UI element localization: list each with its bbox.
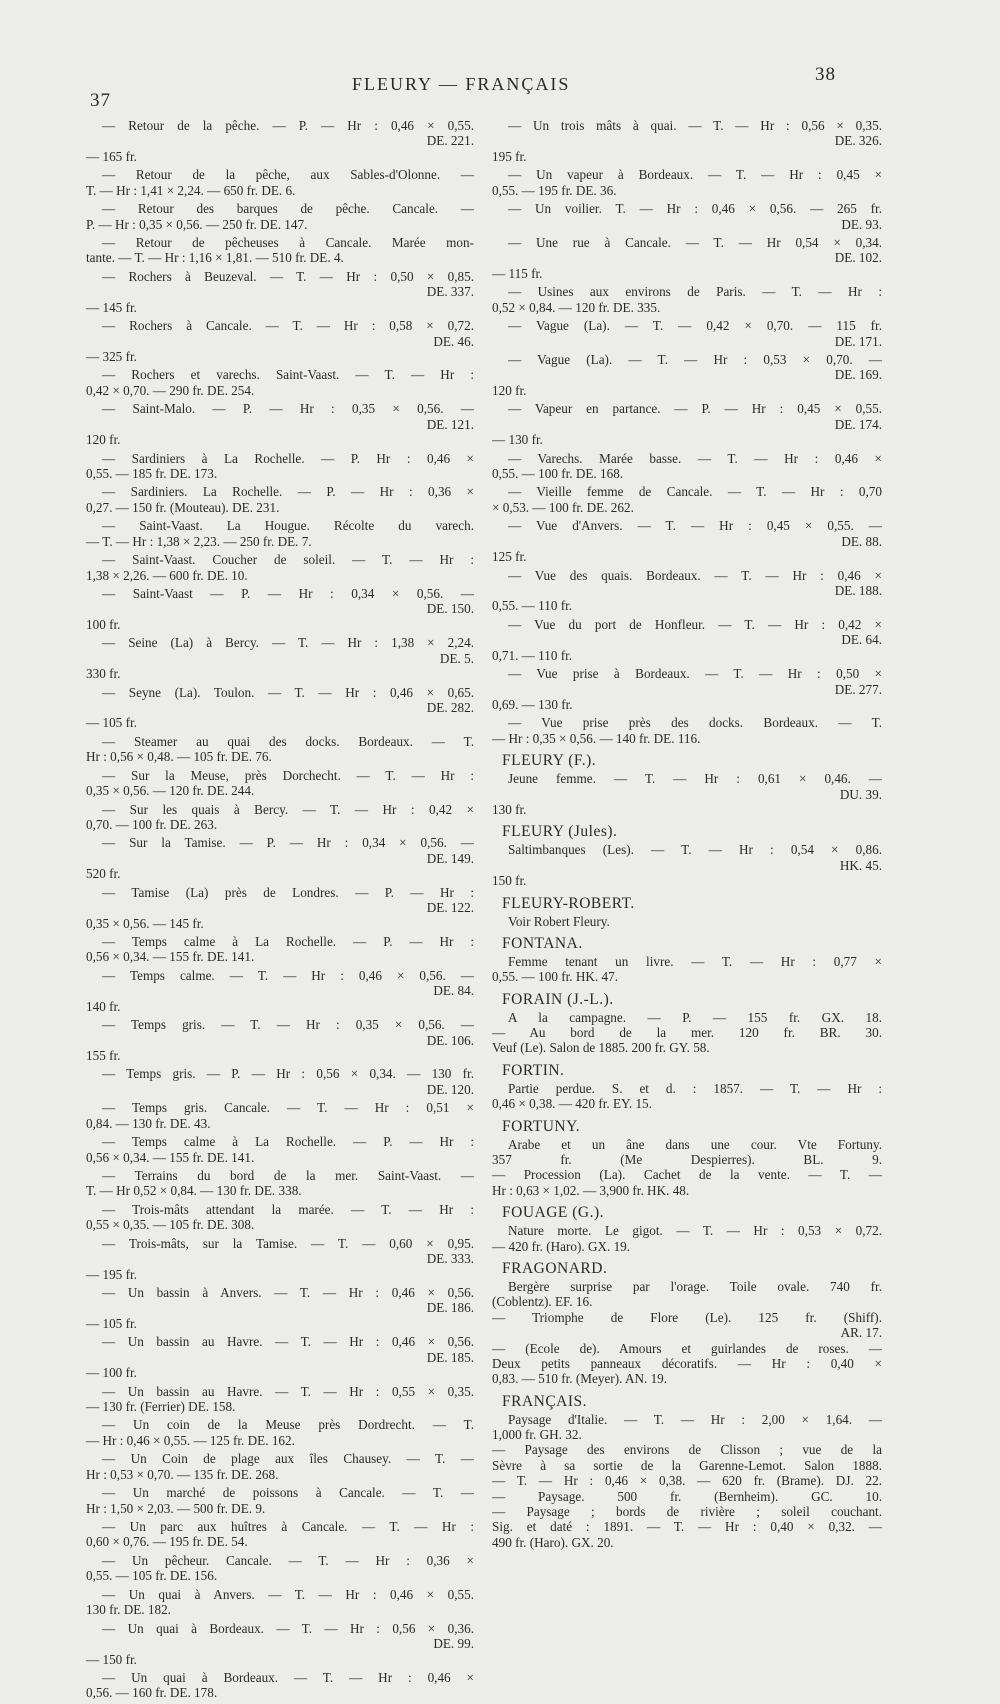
entry-line: 0,55. — 195 fr. DE. 36.: [492, 182, 617, 198]
entry-line: — Un quai à Anvers. — T. — Hr : 0,46 × 0,55.: [102, 1586, 474, 1602]
catalog-entry: [86, 1236, 474, 1282]
entry-line: DE. 121.: [426, 416, 474, 432]
entry-line: DU. 39.: [839, 786, 882, 802]
artist-heading: FRAGONARD.: [502, 1259, 608, 1277]
entry-line: — 145 fr.: [86, 299, 137, 315]
entry-line: Hr : 0,53 × 0,70. — 135 fr. DE. 268.: [86, 1466, 279, 1482]
entry-line: Voir Robert Fleury.: [508, 913, 610, 929]
entry-line: DE. 106.: [426, 1032, 474, 1048]
entry-line: Veuf (Le). Salon de 1885. 200 fr. GY. 58.: [492, 1040, 710, 1056]
entry-line: DE. 102.: [834, 250, 882, 266]
entry-line: — Retour de pêcheuses à Cancale. Marée mon-: [102, 235, 474, 251]
entry-line: DE. 150.: [426, 601, 474, 617]
catalog-entry: [492, 1137, 882, 1199]
entry-line: — Vue prise près des docks. Bordeaux. — T.: [508, 715, 882, 731]
entry-line: — 115 fr.: [492, 265, 543, 281]
entry-line: DE. 120.: [426, 1081, 474, 1097]
catalog-entry: [492, 568, 882, 614]
entry-line: 0,35 × 0,56. — 120 fr. DE. 244.: [86, 783, 255, 799]
entry-line: 520 fr.: [86, 866, 121, 882]
catalog-entry: [492, 666, 882, 712]
entry-line: — Procession (La). Cachet de la vente. — T. —: [492, 1167, 882, 1183]
catalog-entry: [86, 734, 474, 765]
entry-line: — Retour des barques de pêche. Cancale. —: [102, 201, 474, 217]
catalog-entry: [86, 1670, 474, 1701]
catalog-entry: [86, 1553, 474, 1584]
catalog-entry: [86, 1202, 474, 1233]
entry-line: 0,55. — 100 fr. HK. 47.: [492, 969, 619, 985]
catalog-entry: [492, 352, 882, 398]
catalog-entry: [86, 318, 474, 364]
catalog-entry: [86, 1621, 474, 1667]
entry-line: — Terrains du bord de la mer. Saint-Vaast. —: [102, 1168, 474, 1184]
catalog-entry: [492, 1081, 882, 1112]
catalog-entry: [86, 167, 474, 198]
artist-heading: FLEURY (Jules).: [502, 823, 618, 841]
entry-line: — Steamer au quai des docks. Bordeaux. — T.: [102, 733, 474, 749]
entry-line: — Seyne (La). Toulon. — T. — Hr : 0,46 × 0,65.: [102, 684, 474, 700]
catalog-entry: [86, 1587, 474, 1618]
entry-line: — Un quai à Bordeaux. — T. — Hr : 0,46 ×: [102, 1669, 474, 1685]
entry-line: — 130 fr.: [492, 432, 543, 448]
page-number-left: 37: [90, 90, 111, 111]
catalog-entry: [492, 1010, 882, 1056]
catalog-entry: [86, 835, 474, 881]
entry-line: — Sur la Tamise. — P. — Hr : 0,34 × 0,56. —: [102, 835, 474, 851]
entry-line: — Un vapeur à Bordeaux. — T. — Hr : 0,45 ×: [508, 167, 882, 183]
entry-line: — Un bassin au Havre. — T. — Hr : 0,55 × 0,35.: [102, 1383, 474, 1399]
entry-line: — T. — Hr : 1,38 × 2,23. — 250 fr. DE. 7.: [86, 533, 312, 549]
catalog-entry: [86, 1417, 474, 1448]
entry-line: Hr : 0,63 × 1,02. — 3,900 fr. HK. 48.: [492, 1182, 690, 1198]
entry-line: — Sardiniers. La Rochelle. — P. — Hr : 0,36 ×: [102, 484, 474, 500]
entry-line: DE. 99.: [433, 1636, 474, 1652]
entry-line: HK. 45.: [839, 857, 882, 873]
entry-line: DE. 333.: [426, 1251, 474, 1267]
entry-line: — Rochers et varechs. Saint-Vaast. — T. — Hr :: [102, 367, 474, 383]
entry-line: — Rochers à Beuzeval. — T. — Hr : 0,50 × 0,85.: [102, 268, 474, 284]
entry-line: — 150 fr.: [86, 1651, 137, 1667]
catalog-entry: [86, 1334, 474, 1380]
catalog-entry: [86, 1134, 474, 1165]
entry-line: Arabe et un âne dans une cour. Vte Fortuny.: [508, 1136, 882, 1152]
entry-line: — Vue prise à Bordeaux. — T. — Hr : 0,50 ×: [508, 666, 882, 682]
catalog-entry: [86, 1168, 474, 1199]
entry-line: — Vapeur en partance. — P. — Hr : 0,45 × 0,55.: [508, 401, 882, 417]
catalog-entry: [86, 235, 474, 266]
entry-line: — Saint-Vaast. La Hougue. Récolte du varech.: [102, 518, 474, 534]
entry-line: — 100 fr.: [86, 1365, 137, 1381]
entry-line: Femme tenant un livre. — T. — Hr : 0,77 ×: [508, 953, 882, 969]
catalog-entry: [86, 768, 474, 799]
catalog-entry: [86, 484, 474, 515]
entry-line: — Une rue à Cancale. — T. — Hr 0,54 × 0,34.: [508, 235, 882, 251]
left-column: [86, 118, 474, 1704]
entry-line: 150 fr.: [492, 873, 527, 889]
catalog-entry: [86, 451, 474, 482]
entry-line: — Vague (La). — T. — 0,42 × 0,70. — 115 fr.: [508, 318, 882, 334]
catalog-entry: [86, 1066, 474, 1097]
entry-line: — Paysage. 500 fr. (Bernheim). GC. 10.: [492, 1488, 882, 1504]
entry-line: — Rochers à Cancale. — T. — Hr : 0,58 × 0,72.: [102, 318, 474, 334]
catalog-entry: [492, 715, 882, 746]
entry-line: — Temps calme à La Rochelle. — P. — Hr :: [102, 934, 474, 950]
entry-line: — Vague (La). — T. — Hr : 0,53 × 0,70. —: [508, 352, 882, 368]
entry-line: 0,55. — 100 fr. DE. 168.: [492, 465, 624, 481]
entry-line: Sèvre à sa sortie de la Garenne-Lemot. Salon 1888.: [492, 1457, 882, 1473]
entry-line: — Triomphe de Flore (Le). 125 fr. (Shiff).: [492, 1309, 882, 1325]
entry-line: Deux petits panneaux décoratifs. — Hr : 0,40 ×: [492, 1355, 882, 1371]
entry-line: DE. 174.: [834, 416, 882, 432]
entry-line: — Vue du port de Honfleur. — T. — Hr : 0,42 ×: [508, 616, 882, 632]
catalog-entry: [492, 201, 882, 232]
entry-line: 0,42 × 0,70. — 290 fr. DE. 254.: [86, 382, 255, 398]
entry-line: — (Ecole de). Amours et guirlandes de roses. —: [492, 1340, 882, 1356]
entry-line: Hr : 0,56 × 0,48. — 105 fr. DE. 76.: [86, 749, 272, 765]
entry-line: — 105 fr.: [86, 715, 137, 731]
entry-line: — Varechs. Marée basse. — T. — Hr : 0,46 ×: [508, 450, 882, 466]
catalog-entry: [86, 934, 474, 965]
entry-line: — 105 fr.: [86, 1315, 137, 1331]
entry-line: DE. 93.: [841, 216, 882, 232]
entry-line: 0,60 × 0,76. — 195 fr. DE. 54.: [86, 1534, 248, 1550]
entry-line: — Un bassin au Havre. — T. — Hr : 0,46 × 0,56.: [102, 1334, 474, 1350]
catalog-entry: [86, 1384, 474, 1415]
entry-line: tante. — T. — Hr : 1,16 × 1,81. — 510 fr. DE. 4.: [86, 250, 344, 266]
entry-line: 0,55. — 185 fr. DE. 173.: [86, 465, 218, 481]
catalog-entry: [492, 1279, 882, 1387]
entry-line: 130 fr.: [492, 801, 527, 817]
entry-line: 490 fr. (Haro). GX. 20.: [492, 1534, 614, 1550]
entry-line: A la campagne. — P. — 155 fr. GX. 18.: [508, 1009, 882, 1025]
entry-line: 357 fr. (Me Despierres). BL. 9.: [492, 1152, 882, 1168]
entry-line: 0,70. — 100 fr. DE. 263.: [86, 817, 218, 832]
entry-line: — Tamise (La) près de Londres. — P. — Hr :: [102, 884, 474, 900]
entry-line: DE. 326.: [834, 133, 882, 149]
entry-line: — Un parc aux huîtres à Cancale. — T. — Hr :: [102, 1519, 474, 1535]
entry-line: — Un coin de la Meuse près Dordrecht. — T.: [102, 1417, 474, 1433]
entry-line: Paysage d'Italie. — T. — Hr : 2,00 × 1,64. —: [508, 1411, 882, 1427]
entry-line: — 420 fr. (Haro). GX. 19.: [492, 1238, 631, 1254]
entry-line: — Temps gris. — T. — Hr : 0,35 × 0,56. —: [102, 1017, 474, 1033]
entry-line: 1,38 × 2,26. — 600 fr. DE. 10.: [86, 567, 248, 583]
artist-heading: FOUAGE (G.).: [502, 1204, 605, 1222]
catalog-entry: [86, 552, 474, 583]
catalog-entry: [492, 617, 882, 663]
catalog-entry: [86, 1017, 474, 1063]
entry-line: 0,69. — 130 fr.: [492, 696, 573, 712]
entry-line: — Sur les quais à Bercy. — T. — Hr : 0,42 ×: [102, 801, 474, 817]
entry-line: 195 fr.: [492, 148, 527, 164]
page-number-right: 38: [815, 64, 836, 85]
running-title: FLEURY — FRANÇAIS: [352, 74, 571, 94]
entry-line: — Sur la Meuse, près Dorchecht. — T. — Hr :: [102, 767, 474, 783]
catalog-entry: [86, 685, 474, 731]
artist-heading: FORTUNY.: [502, 1117, 581, 1135]
entry-line: AR. 17.: [840, 1325, 882, 1341]
catalog-entry: [492, 118, 882, 164]
catalog-entry: [492, 1223, 882, 1254]
artist-heading: FRANÇAIS.: [502, 1392, 588, 1410]
entry-line: DE. 88.: [841, 533, 882, 549]
catalog-entry: [86, 518, 474, 549]
entry-line: — Au bord de la mer. 120 fr. BR. 30.: [492, 1025, 882, 1041]
catalog-entry: [86, 586, 474, 632]
catalog-entry: [492, 1412, 882, 1551]
catalog-entry: [492, 284, 882, 315]
entry-line: 0,55 × 0,35. — 105 fr. DE. 308.: [86, 1217, 255, 1233]
entry-line: Sig. et daté : 1891. — T. — Hr : 0,40 × 0,32. —: [492, 1519, 882, 1535]
entry-line: — Un quai à Bordeaux. — T. — Hr : 0,56 × 0,36.: [102, 1620, 474, 1636]
catalog-entry: [86, 269, 474, 315]
entry-line: 0,52 × 0,84. — 120 fr. DE. 335.: [492, 299, 661, 315]
artist-heading: FORAIN (J.-L.).: [502, 990, 614, 1008]
entry-line: (Coblentz). EF. 16.: [492, 1294, 593, 1310]
catalog-entry: [492, 914, 882, 929]
entry-line: — Temps gris. Cancale. — T. — Hr : 0,51 ×: [102, 1100, 474, 1116]
catalog-entry: [86, 1285, 474, 1331]
entry-line: 125 fr.: [492, 549, 527, 565]
entry-line: 0,55. — 110 fr.: [492, 598, 573, 614]
entry-line: 0,46 × 0,38. — 420 fr. EY. 15.: [492, 1096, 652, 1112]
catalog-entry: [86, 802, 474, 833]
entry-line: Saltimbanques (Les). — T. — Hr : 0,54 × 0,86.: [508, 842, 882, 858]
entry-line: — Saint-Vaast — P. — Hr : 0,34 × 0,56. —: [102, 586, 474, 602]
entry-line: — 165 fr.: [86, 148, 137, 164]
entry-line: 100 fr.: [86, 616, 121, 632]
entry-line: — Un marché de poissons à Cancale. — T. —: [102, 1485, 474, 1501]
entry-line: 120 fr.: [492, 382, 527, 398]
entry-line: — Paysage des environs de Clisson ; vue de la: [492, 1442, 882, 1458]
catalog-entry: [86, 1485, 474, 1516]
entry-line: — T. — Hr : 0,46 × 0,38. — 620 fr. (Brame). DJ. 22.: [492, 1473, 882, 1489]
entry-line: T. — Hr 0,52 × 0,84. — 130 fr. DE. 338.: [86, 1183, 302, 1199]
catalog-entry: [492, 842, 882, 888]
catalog-entry: [492, 451, 882, 482]
entry-line: DE. 186.: [426, 1300, 474, 1316]
entry-line: 1,000 fr. GH. 32.: [492, 1427, 582, 1443]
entry-line: — Vieille femme de Cancale. — T. — Hr : 0,70: [508, 484, 882, 500]
entry-line: — 325 fr.: [86, 348, 137, 364]
catalog-entry: [86, 1451, 474, 1482]
catalog-entry: [86, 118, 474, 164]
entry-line: DE. 337.: [426, 284, 474, 300]
entry-line: 130 fr. DE. 182.: [86, 1602, 171, 1618]
entry-line: — Sardiniers à La Rochelle. — P. Hr : 0,46 ×: [102, 450, 474, 466]
entry-line: T. — Hr : 1,41 × 2,24. — 650 fr. DE. 6.: [86, 182, 296, 198]
entry-line: — Retour de la pêche. — P. — Hr : 0,46 × 0,55.: [102, 118, 474, 133]
entry-line: — Temps calme à La Rochelle. — P. — Hr :: [102, 1134, 474, 1150]
catalog-entry: [86, 367, 474, 398]
entry-line: — Saint-Vaast. Coucher de soleil. — T. — Hr :: [102, 552, 474, 568]
entry-line: 155 fr.: [86, 1047, 121, 1063]
entry-line: 0,27. — 150 fr. (Mouteau). DE. 231.: [86, 499, 280, 515]
entry-line: — Un Coin de plage aux îles Chausey. — T. —: [102, 1451, 474, 1467]
entry-line: Nature morte. Le gigot. — T. — Hr : 0,53 × 0,72.: [508, 1223, 882, 1239]
catalog-entry: [86, 201, 474, 232]
artist-heading: FLEURY-ROBERT.: [502, 894, 635, 912]
entry-line: DE. 221.: [426, 133, 474, 149]
catalog-entry: [492, 318, 882, 349]
catalog-entry: [86, 401, 474, 447]
entry-line: DE. 64.: [841, 632, 882, 648]
entry-line: DE. 5.: [439, 650, 474, 666]
entry-line: 0,35 × 0,56. — 145 fr.: [86, 915, 204, 931]
catalog-entry: [492, 484, 882, 515]
entry-line: 0,71. — 110 fr.: [492, 647, 573, 663]
entry-line: DE. 277.: [834, 681, 882, 697]
entry-line: — Seine (La) à Bercy. — T. — Hr : 1,38 × 2,24.: [102, 635, 474, 651]
entry-line: — Un voilier. T. — Hr : 0,46 × 0,56. — 265 fr.: [508, 201, 882, 217]
entry-line: Partie perdue. S. et d. : 1857. — T. — Hr :: [508, 1080, 882, 1096]
entry-line: — Retour de la pêche, aux Sables-d'Olonne. —: [102, 167, 474, 183]
entry-line: 0,84. — 130 fr. DE. 43.: [86, 1115, 211, 1131]
catalog-entry: [86, 885, 474, 931]
entry-line: — Un trois mâts à quai. — T. — Hr : 0,56 × 0,35.: [508, 118, 882, 133]
entry-line: 140 fr.: [86, 998, 121, 1014]
entry-line: 120 fr.: [86, 432, 121, 448]
entry-line: DE. 185.: [426, 1349, 474, 1365]
catalog-entry: [492, 771, 882, 817]
entry-line: × 0,53. — 100 fr. DE. 262.: [492, 499, 634, 515]
artist-heading: FORTIN.: [502, 1061, 565, 1079]
entry-line: — Vue des quais. Bordeaux. — T. — Hr : 0,46 ×: [508, 567, 882, 583]
entry-line: 0,56 × 0,34. — 155 fr. DE. 141.: [86, 949, 255, 965]
entry-line: — Hr : 0,35 × 0,56. — 140 fr. DE. 116.: [492, 730, 701, 746]
catalog-entry: [86, 1100, 474, 1131]
catalog-entry: [492, 401, 882, 447]
artist-heading: FLEURY (F.).: [502, 752, 597, 770]
entry-line: — Vue d'Anvers. — T. — Hr : 0,45 × 0,55. —: [508, 518, 882, 534]
entry-line: — Hr : 0,46 × 0,55. — 125 fr. DE. 162.: [86, 1432, 295, 1448]
entry-line: DE. 46.: [433, 333, 474, 349]
catalog-entry: [86, 1519, 474, 1550]
catalog-entry: [86, 635, 474, 681]
catalog-entry: [492, 954, 882, 985]
entry-line: — Trois-mâts, sur la Tamise. — T. — 0,60 × 0,95.: [102, 1235, 474, 1251]
entry-line: Jeune femme. — T. — Hr : 0,61 × 0,46. —: [508, 771, 882, 787]
entry-line: — 130 fr. (Ferrier) DE. 158.: [86, 1398, 236, 1414]
entry-line: Hr : 1,50 × 2,03. — 500 fr. DE. 9.: [86, 1500, 266, 1516]
entry-line: — Un bassin à Anvers. — T. — Hr : 0,46 × 0,56.: [102, 1285, 474, 1301]
catalog-entry: [492, 167, 882, 198]
entry-line: DE. 149.: [426, 850, 474, 866]
entry-line: DE. 171.: [834, 333, 882, 349]
entry-line: DE. 188.: [834, 582, 882, 598]
entry-line: — Trois-mâts attendant la marée. — T. — Hr :: [102, 1201, 474, 1217]
entry-line: P. — Hr : 0,35 × 0,56. — 250 fr. DE. 147.: [86, 216, 308, 232]
entry-line: — Temps gris. — P. — Hr : 0,56 × 0,34. — 130 fr.: [102, 1066, 474, 1082]
entry-line: DE. 169.: [834, 367, 882, 383]
catalog-entry: [86, 968, 474, 1014]
entry-line: — Usines aux environs de Paris. — T. — Hr :: [508, 284, 882, 300]
entry-line: DE. 122.: [426, 900, 474, 916]
entry-line: — Paysage ; bords de rivière ; soleil couchant.: [492, 1504, 882, 1520]
entry-line: — Saint-Malo. — P. — Hr : 0,35 × 0,56. —: [102, 401, 474, 417]
entry-line: 0,55. — 105 fr. DE. 156.: [86, 1568, 218, 1584]
entry-line: — Temps calme. — T. — Hr : 0,46 × 0,56. —: [102, 967, 474, 983]
entry-line: — 195 fr.: [86, 1266, 137, 1282]
entry-line: — Un pêcheur. Cancale. — T. — Hr : 0,36 ×: [102, 1552, 474, 1568]
entry-line: DE. 282.: [426, 699, 474, 715]
entry-line: Bergère surprise par l'orage. Toile ovale. 740 fr.: [508, 1278, 882, 1294]
entry-line: 0,56 × 0,34. — 155 fr. DE. 141.: [86, 1149, 255, 1165]
catalog-entry: [492, 518, 882, 564]
entry-line: 0,83. — 510 fr. (Meyer). AN. 19.: [492, 1371, 668, 1387]
entry-line: DE. 84.: [433, 983, 474, 999]
catalog-entry: [492, 235, 882, 281]
entry-line: 0,56. — 160 fr. DE. 178.: [86, 1685, 218, 1701]
entry-line: 330 fr.: [86, 666, 121, 682]
right-column: [492, 118, 882, 1553]
artist-heading: FONTANA.: [502, 934, 583, 952]
